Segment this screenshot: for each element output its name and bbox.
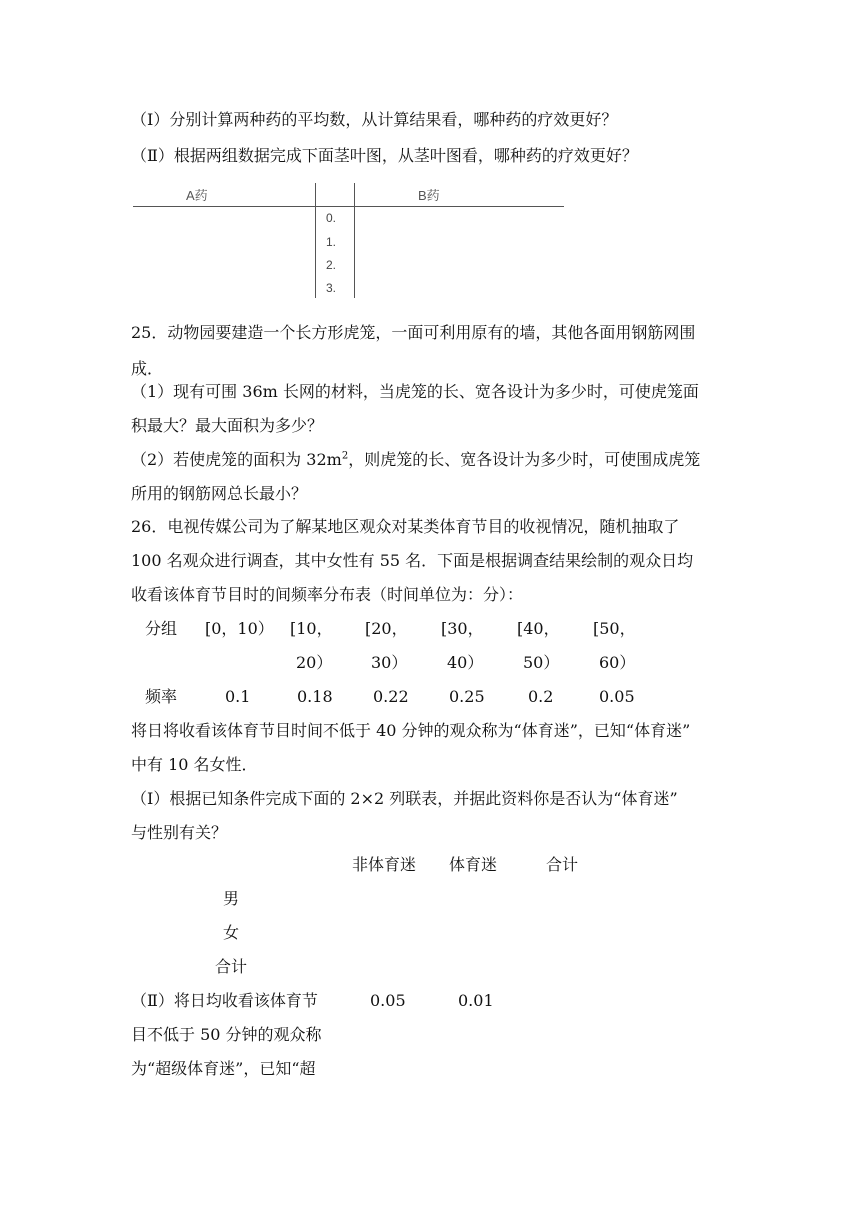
stem-2: 2. (326, 258, 337, 272)
freq-table-value: 0.25 (449, 687, 485, 706)
freq-table-value: 0.05 (599, 687, 635, 706)
stem-leaf-right-header: B药 (418, 188, 440, 203)
q25-line4: 积最大？最大面积为多少？ (131, 416, 324, 435)
contingency-row-label: 女 (223, 923, 240, 942)
freq-table-group-label: 分组 (145, 619, 178, 638)
contingency-header: 体育迷 (449, 855, 498, 874)
freq-table-value: 0.2 (528, 687, 554, 706)
freq-table-group-end: 60） (599, 653, 636, 672)
q24-part2: （Ⅱ）根据两组数据完成下面茎叶图，从茎叶图看，哪种药的疗效更好？ (131, 146, 638, 165)
critical-value: 0.01 (458, 991, 494, 1010)
q26-line1: 26．电视传媒公司为了解某地区观众对某类体育节目的收视情况，随机抽取了 (131, 517, 680, 536)
stem-1: 1. (326, 235, 337, 249)
q26-part1-line1: （Ⅰ）根据已知条件完成下面的 2×2 列联表，并据此资料你是否认为“体育迷” (131, 789, 678, 808)
q26-line5: 中有 10 名女性． (131, 755, 258, 774)
q26-line3: 收看该体育节目时的间频率分布表（时间单位为：分）： (131, 585, 524, 604)
freq-table-group: [30， (441, 619, 484, 638)
critical-value: 0.05 (370, 991, 406, 1010)
q25-line6: 所用的钢筋网总长最小？ (131, 484, 308, 503)
stem-leaf-right-divider (354, 183, 355, 298)
freq-table-group-end: 50） (523, 653, 560, 672)
freq-table-group-end: 40） (447, 653, 484, 672)
freq-table-group: [10， (290, 619, 333, 638)
q24-part1: （Ⅰ）分别计算两种药的平均数，从计算结果看，哪种药的疗效更好？ (131, 110, 618, 129)
contingency-header: 合计 (546, 855, 579, 874)
freq-table-group: [0，10） (205, 619, 274, 638)
q25-line2: 成． (131, 359, 164, 378)
stem-leaf-left-header: A药 (186, 188, 208, 203)
freq-table-value: 0.18 (297, 687, 333, 706)
q26-line4: 将日将收看该体育节目时间不低于 40 分钟的观众称为“体育迷”，已知“体育迷” (131, 721, 691, 740)
q25-line5: （2）若使虎笼的面积为 $32m^2$，则虎笼的长、宽各设计为多少时，可使围成虎笼 (131, 450, 701, 469)
q25-superscript: 2 (341, 450, 349, 462)
q25-line1: 25．动物园要建造一个长方形虎笼，一面可利用原有的墙，其他各面用钢筋网围 (131, 323, 696, 342)
freq-table-group: [50， (593, 619, 636, 638)
q26-part2-line2: 目不低于 50 分钟的观众称 (131, 1025, 322, 1044)
contingency-row-label: 合计 (215, 957, 248, 976)
q26-part2-line3: 为“超级体育迷”，已知“超 (131, 1059, 316, 1078)
freq-table-group: [20， (365, 619, 408, 638)
stem-3: 3. (326, 281, 337, 295)
freq-table-value: 0.1 (225, 687, 251, 706)
freq-table-group-end: 30） (371, 653, 408, 672)
q26-line2: 100 名观众进行调查，其中女性有 55 名．下面是根据调查结果绘制的观众日均 (131, 551, 694, 570)
freq-table-group: [40， (517, 619, 560, 638)
freq-table-value: 0.22 (373, 687, 409, 706)
stem-leaf-header-rule (133, 206, 564, 207)
q26-part2-line1: （Ⅱ）将日均收看该体育节 (131, 991, 318, 1010)
stem-0: 0. (326, 211, 337, 225)
contingency-header: 非体育迷 (352, 855, 417, 874)
contingency-row-label: 男 (223, 889, 240, 908)
q25-line3: （1）现有可围 36m 长网的材料，当虎笼的长、宽各设计为多少时，可使虎笼面 (131, 382, 699, 401)
freq-table-freq-label: 频率 (145, 687, 178, 706)
q26-part1-line2: 与性别有关？ (131, 823, 228, 842)
stem-leaf-left-divider (315, 183, 316, 298)
freq-table-group-end: 20） (296, 653, 333, 672)
